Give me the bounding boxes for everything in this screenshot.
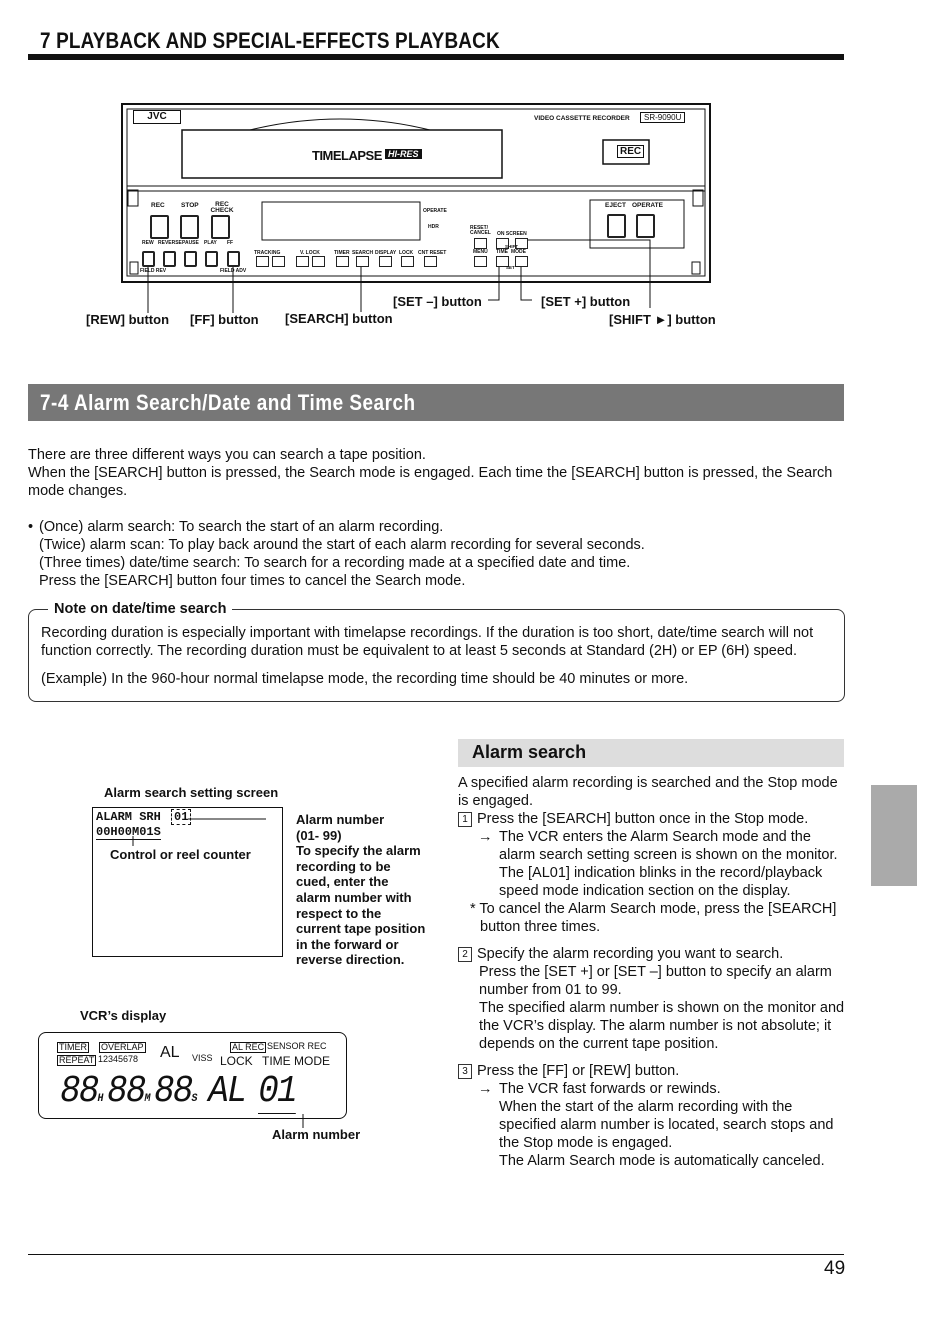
model-label: VIDEO CASSETTE RECORDER xyxy=(534,115,630,122)
intro-text xyxy=(28,446,848,500)
search-label: SEARCH xyxy=(352,250,374,256)
reverse-button[interactable] xyxy=(163,251,176,267)
search-callout: [SEARCH] button xyxy=(285,311,393,326)
note-body xyxy=(41,624,831,688)
step-1-note: * To cancel the Alarm Search mode, press the [SEARCH] button three times. xyxy=(470,901,837,935)
note-paragraph-1: Recording duration is especially important with timelapse recordings. If the duration is too short, date/time search will not function correctly. The recording duration must be equivalent to at least 5 seconds at Standard (2H) or EP (6H) speed. xyxy=(41,625,814,659)
shift-label: SHIFT xyxy=(505,244,518,249)
operate-label: OPERATE xyxy=(632,202,663,209)
lock-button[interactable] xyxy=(401,256,414,267)
ff-label: FF xyxy=(227,240,234,246)
seg-minutes: 88 xyxy=(106,1070,145,1113)
note-title: Note on date/time search xyxy=(48,601,232,617)
rew-label: REW xyxy=(142,240,154,246)
setting-screen-caption: Alarm search setting screen xyxy=(104,785,279,800)
operate-small-label: OPERATE xyxy=(423,208,447,214)
seg-al: AL xyxy=(208,1070,246,1113)
display-timer: TIMER xyxy=(59,1042,87,1052)
rew-callout: [REW] button xyxy=(86,312,170,327)
set-plus-button[interactable] xyxy=(515,256,528,267)
lock-label: LOCK xyxy=(399,250,414,256)
hires-logo: HI-RES xyxy=(385,149,422,159)
cnt-reset-label: CNT RESET xyxy=(418,250,447,256)
step-1-result xyxy=(458,828,846,900)
arrow-icon: → xyxy=(478,1081,493,1097)
list-item: (Once) alarm search: To search the start of an alarm recording. xyxy=(39,519,444,535)
play-button[interactable] xyxy=(205,251,218,267)
time-label: TIME xyxy=(496,249,508,255)
set-plus-callout: [SET +] button xyxy=(541,294,631,309)
vlock-plus-button[interactable] xyxy=(312,256,325,267)
display-al: AL xyxy=(160,1044,180,1061)
display-al-rec: AL REC xyxy=(232,1042,265,1052)
display-viss: VISS xyxy=(192,1053,213,1063)
step-3 xyxy=(458,1062,846,1080)
step-1 xyxy=(458,810,846,828)
field-rev-label: FIELD REV xyxy=(140,268,167,274)
section-title: 7-4 Alarm Search/Date and Time Search xyxy=(40,390,416,415)
rew-button[interactable] xyxy=(142,251,155,267)
rec-check-button[interactable] xyxy=(211,215,230,239)
display-label: DISPLAY xyxy=(375,250,397,256)
alarm-number-range: (01- 99) xyxy=(296,827,342,843)
tracking-label: TRACKING xyxy=(254,250,281,256)
display-mode: MODE xyxy=(294,1054,330,1068)
alarm-number-value: 01 xyxy=(171,809,191,825)
bottom-rule xyxy=(28,1254,844,1255)
menu-button[interactable] xyxy=(474,256,487,267)
seg-seconds: 88 xyxy=(153,1070,192,1113)
reset-cancel-label: RESET/ CANCEL xyxy=(470,225,491,236)
display-time: TIME xyxy=(262,1054,291,1068)
menu-label: MENU xyxy=(473,249,488,255)
pause-label: PAUSE xyxy=(182,240,199,246)
rec-check-label: REC CHECK xyxy=(210,201,234,214)
display-lock: LOCK xyxy=(220,1054,253,1068)
ff-callout: [FF] button xyxy=(190,312,259,327)
note-paragraph-2: (Example) In the 960-hour normal timelapse mode, the recording time should be 40 minutes or more. xyxy=(41,671,689,687)
stop-button[interactable] xyxy=(180,215,199,239)
display-digits: 12345678 xyxy=(98,1054,139,1064)
tracking-plus-button[interactable] xyxy=(272,256,285,267)
step-3-number: 3 xyxy=(458,1064,472,1079)
set-minus-callout: [SET –] button xyxy=(393,294,482,309)
play-label: PLAY xyxy=(204,240,217,246)
alarm-number-desc: To specify the alarm recording to be cued, enter the alarm number with respect to the current tape position in the forward or reverse direction. xyxy=(296,843,426,968)
alarm-number-label xyxy=(296,812,426,968)
step-2-detail-2: The specified alarm number is shown on the monitor and the VCR’s display. The alarm number is not absolute; it depends on the current tape position. xyxy=(479,1000,845,1052)
seg-hours: 88 xyxy=(60,1070,98,1113)
vlock-label: V. LOCK xyxy=(300,250,320,256)
alarm-search-intro: A specified alarm recording is searched and the Stop mode is engaged. xyxy=(458,775,838,809)
page-number: 49 xyxy=(824,1258,846,1279)
seg-alarm-number: 01 xyxy=(258,1070,296,1113)
arrow-icon: → xyxy=(478,829,493,845)
side-tab xyxy=(871,785,917,886)
modes-list xyxy=(28,518,848,590)
seg-h: H xyxy=(97,1093,102,1105)
step-2-text: Specify the alarm recording you want to search. xyxy=(477,946,784,962)
tracking-minus-button[interactable] xyxy=(256,256,269,267)
reset-cancel-button[interactable] xyxy=(474,238,487,249)
step-3-result-2: When the start of the alarm recording with the specified alarm number is located, search stops and the Stop mode is engaged. xyxy=(499,1099,834,1151)
cnt-reset-button[interactable] xyxy=(424,256,437,267)
timer-label: TIMER xyxy=(334,250,350,256)
reverse-label: REVERSE xyxy=(158,240,182,246)
field-adv-label: FIELD ADV xyxy=(220,268,247,274)
display-overlap: OVERLAP xyxy=(101,1042,144,1052)
step-1-text: Press the [SEARCH] button once in the Stop mode. xyxy=(477,811,809,827)
counter-label: Control or reel counter xyxy=(110,847,251,862)
alarm-srh-text: ALARM SRH xyxy=(96,810,161,824)
display-button[interactable] xyxy=(379,256,392,267)
display-alarm-label: Alarm number xyxy=(272,1127,361,1142)
step-2-number: 2 xyxy=(458,947,472,962)
vcr-display-caption: VCR’s display xyxy=(80,1008,167,1023)
alarm-number-title: Alarm number xyxy=(296,812,385,827)
on-screen-label: ON SCREEN xyxy=(497,231,527,237)
mode-label: MODE xyxy=(511,249,526,255)
step-2-detail-1: Press the [SET +] or [SET –] button to specify an alarm number from 01 to 99. xyxy=(479,964,832,998)
list-item: (Twice) alarm scan: To play back around the start of each alarm recording for several seconds. xyxy=(39,537,645,553)
rec-label: REC xyxy=(151,202,165,209)
hdr-label: HDR xyxy=(428,224,439,230)
list-item: Press the [SEARCH] button four times to cancel the Search mode. xyxy=(39,573,466,589)
seg-s: S xyxy=(191,1093,196,1105)
setting-screen-leaders xyxy=(130,812,270,852)
operate-button[interactable] xyxy=(636,214,655,238)
rec-button[interactable] xyxy=(150,215,169,239)
step-3-result-1: The VCR fast forwards or rewinds. xyxy=(499,1081,721,1097)
modes-bullet: • xyxy=(28,519,34,535)
alarm-search-body xyxy=(458,774,846,1170)
intro-line-1: There are three different ways you can search a tape position. xyxy=(28,447,426,463)
list-item: (Three times) date/time search: To search for a recording made at a specified date and time. xyxy=(39,555,631,571)
timelapse-logo: TIMELAPSE xyxy=(312,148,382,163)
pause-button[interactable] xyxy=(184,251,197,267)
display-sensor-rec: SENSOR REC xyxy=(267,1041,327,1051)
step-3-result-3: The Alarm Search mode is automatically canceled. xyxy=(499,1153,825,1169)
vcr-panel-drawing xyxy=(0,0,950,340)
seg-m: M xyxy=(144,1093,149,1105)
search-button[interactable] xyxy=(356,256,369,267)
step-3-result xyxy=(458,1080,846,1170)
ff-button[interactable] xyxy=(227,251,240,267)
display-segment-row xyxy=(60,1072,296,1119)
set-label: SET xyxy=(506,265,515,270)
stop-label: STOP xyxy=(181,202,199,209)
shift-callout: [SHIFT ►] button xyxy=(609,312,716,327)
jvc-logo: JVC xyxy=(133,110,181,124)
alarm-search-title: Alarm search xyxy=(472,742,587,762)
vlock-minus-button[interactable] xyxy=(296,256,309,267)
vcr-front-panel xyxy=(0,0,950,340)
rec-badge: REC xyxy=(617,145,644,158)
chapter-title: 7 PLAYBACK AND SPECIAL-EFFECTS PLAYBACK xyxy=(40,28,500,53)
intro-line-2: When the [SEARCH] button is pressed, the Search mode is engaged. Each time the [SEARCH] button is pressed, the Search mode changes. xyxy=(28,465,833,499)
setting-screen-counter: 00H00M01S xyxy=(96,825,161,839)
step-2 xyxy=(458,945,846,963)
display-repeat: REPEAT xyxy=(59,1055,95,1065)
step-1-number: 1 xyxy=(458,812,472,827)
timer-button[interactable] xyxy=(336,256,349,267)
eject-label: EJECT xyxy=(605,202,626,209)
model-number: SR-9090U xyxy=(640,112,685,123)
step-3-text: Press the [FF] or [REW] button. xyxy=(477,1063,680,1079)
eject-button[interactable] xyxy=(607,214,626,238)
step-1-result-text: The VCR enters the Alarm Search mode and the alarm search setting screen is shown on the monitor. The [AL01] indication blinks in the record/playback speed mode indication section on the display. xyxy=(499,829,838,899)
